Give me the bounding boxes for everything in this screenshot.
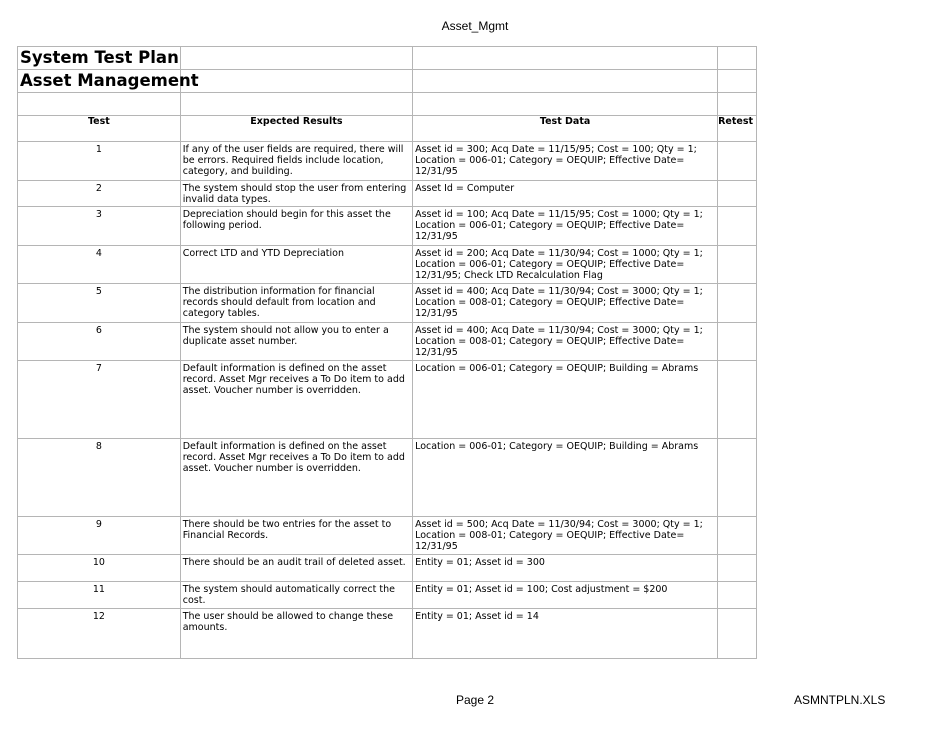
test-number: 3 xyxy=(18,207,181,246)
test-data: Location = 006-01; Category = OEQUIP; Building = Abrams xyxy=(413,439,718,517)
test-data: Asset id = 500; Acq Date = 11/30/94; Cost = 3000; Qty = 1; Location = 008-01; Category = OEQUIP; Effective Date= 12/31/95 xyxy=(413,517,718,555)
retest xyxy=(718,323,757,361)
column-header-expected-results: Expected Results xyxy=(180,116,412,142)
test-data: Entity = 01; Asset id = 100; Cost adjustment = $200 xyxy=(413,582,718,609)
column-header-retest: Retest xyxy=(718,116,757,142)
test-number: 4 xyxy=(18,246,181,284)
retest xyxy=(718,582,757,609)
title-row-2 xyxy=(18,70,757,93)
test-number: 10 xyxy=(18,555,181,582)
expected-results: Depreciation should begin for this asset the following period. xyxy=(180,207,412,246)
table-row xyxy=(18,207,757,246)
table-row xyxy=(18,284,757,323)
expected-results: The user should be allowed to change these amounts. xyxy=(180,609,412,659)
retest xyxy=(718,609,757,659)
test-data: Asset id = 400; Acq Date = 11/30/94; Cost = 3000; Qty = 1; Location = 008-01; Category = OEQUIP; Effective Date= 12/31/95 xyxy=(413,323,718,361)
test-data: Entity = 01; Asset id = 14 xyxy=(413,609,718,659)
title-line-1: System Test Plan xyxy=(18,47,181,70)
test-number: 11 xyxy=(18,582,181,609)
blank-row xyxy=(18,93,757,116)
column-header-test-data: Test Data xyxy=(413,116,718,142)
retest xyxy=(718,439,757,517)
table-row xyxy=(18,555,757,582)
test-data: Asset Id = Computer xyxy=(413,181,718,207)
table-row xyxy=(18,609,757,659)
empty-cell xyxy=(180,93,412,116)
test-data: Location = 006-01; Category = OEQUIP; Building = Abrams xyxy=(413,361,718,439)
retest xyxy=(718,246,757,284)
expected-results: Default information is defined on the asset record. Asset Mgr receives a To Do item to add asset. Voucher number is overridden. xyxy=(180,361,412,439)
retest xyxy=(718,361,757,439)
expected-results: The system should stop the user from entering invalid data types. xyxy=(180,181,412,207)
test-data: Asset id = 100; Acq Date = 11/15/95; Cost = 1000; Qty = 1; Location = 006-01; Category = OEQUIP; Effective Date= 12/31/95 xyxy=(413,207,718,246)
retest xyxy=(718,181,757,207)
test-data: Asset id = 400; Acq Date = 11/30/94; Cost = 3000; Qty = 1; Location = 008-01; Category = OEQUIP; Effective Date= 12/31/95 xyxy=(413,284,718,323)
empty-cell xyxy=(18,93,181,116)
table-row xyxy=(18,142,757,181)
expected-results: Default information is defined on the asset record. Asset Mgr receives a To Do item to add asset. Voucher number is overridden. xyxy=(180,439,412,517)
expected-results: If any of the user fields are required, there will be errors. Required fields include location, category, and building. xyxy=(180,142,412,181)
retest xyxy=(718,517,757,555)
table-row xyxy=(18,361,757,439)
retest xyxy=(718,142,757,181)
test-data: Entity = 01; Asset id = 300 xyxy=(413,555,718,582)
empty-cell xyxy=(718,93,757,116)
table-row xyxy=(18,517,757,555)
retest xyxy=(718,207,757,246)
empty-cell xyxy=(413,93,718,116)
test-number: 1 xyxy=(18,142,181,181)
expected-results: Correct LTD and YTD Depreciation xyxy=(180,246,412,284)
test-number: 12 xyxy=(18,609,181,659)
retest xyxy=(718,284,757,323)
test-number: 8 xyxy=(18,439,181,517)
retest xyxy=(718,555,757,582)
page-footer-file-name: ASMNTPLN.XLS xyxy=(794,693,886,707)
test-data: Asset id = 200; Acq Date = 11/30/94; Cost = 1000; Qty = 1; Location = 006-01; Category = OEQUIP; Effective Date= 12/31/95; Check LTD Recalculation Flag xyxy=(413,246,718,284)
test-number: 6 xyxy=(18,323,181,361)
empty-cell xyxy=(718,70,757,93)
table-row xyxy=(18,582,757,609)
expected-results: There should be an audit trail of deleted asset. xyxy=(180,555,412,582)
expected-results: There should be two entries for the asset to Financial Records. xyxy=(180,517,412,555)
empty-cell xyxy=(413,47,718,70)
table-row xyxy=(18,439,757,517)
test-number: 9 xyxy=(18,517,181,555)
column-header-row xyxy=(18,116,757,142)
table-row xyxy=(18,181,757,207)
title-line-2: Asset Management xyxy=(18,70,181,93)
test-plan-table xyxy=(17,46,757,659)
empty-cell xyxy=(180,47,412,70)
empty-cell xyxy=(180,70,412,93)
page-header-sheet-name: Asset_Mgmt xyxy=(441,19,509,33)
test-number: 2 xyxy=(18,181,181,207)
page-footer-page-number: Page 2 xyxy=(455,693,495,707)
table-row xyxy=(18,246,757,284)
test-data: Asset id = 300; Acq Date = 11/15/95; Cost = 100; Qty = 1; Location = 006-01; Category = OEQUIP; Effective Date= 12/31/95 xyxy=(413,142,718,181)
test-number: 7 xyxy=(18,361,181,439)
empty-cell xyxy=(718,47,757,70)
test-number: 5 xyxy=(18,284,181,323)
title-row-1 xyxy=(18,47,757,70)
table-row xyxy=(18,323,757,361)
expected-results: The distribution information for financial records should default from location and category tables. xyxy=(180,284,412,323)
empty-cell xyxy=(413,70,718,93)
expected-results: The system should not allow you to enter a duplicate asset number. xyxy=(180,323,412,361)
column-header-test: Test xyxy=(18,116,181,142)
expected-results: The system should automatically correct the cost. xyxy=(180,582,412,609)
